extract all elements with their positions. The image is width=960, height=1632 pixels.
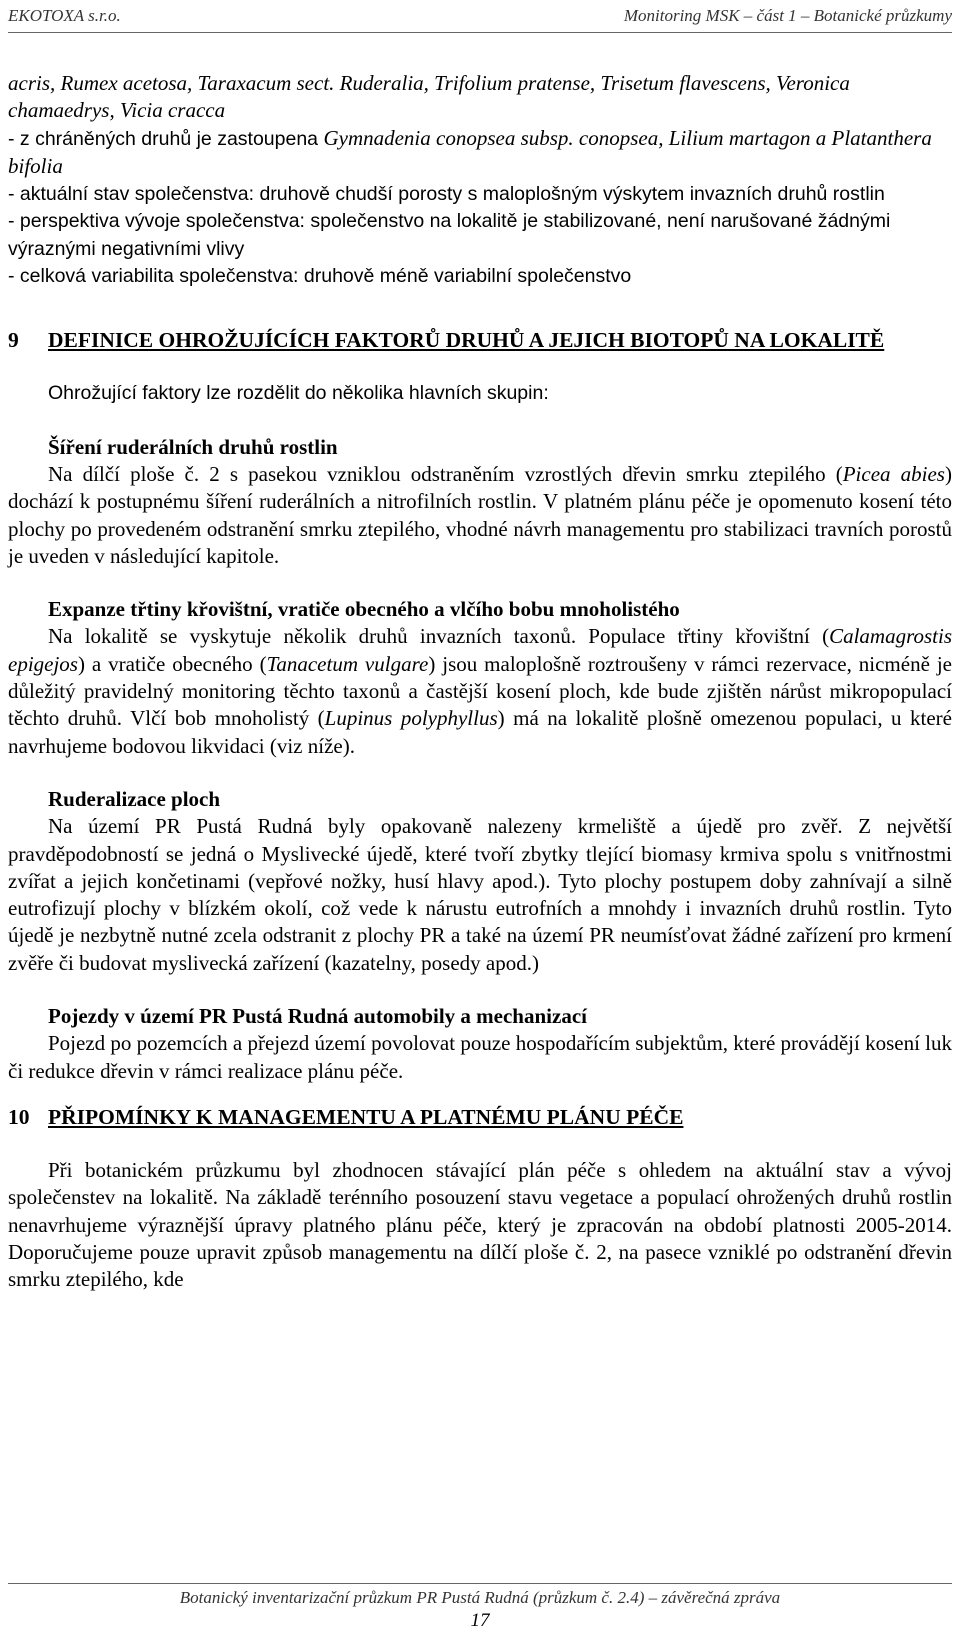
tanacetum-name: Tanacetum vulgare <box>266 651 429 676</box>
chapter-10-title: PŘIPOMÍNKY K MANAGEMENTU A PLATNÉMU PLÁNU PÉČE <box>48 1104 684 1129</box>
chapter-10-text: Při botanickém průzkumu byl zhodnocen stávající plán péče s ohledem na aktuální stav a vývoj společenstev na lokalitě. Na základě terénního posouzení stavu vegetace a populací ohrožených druhů rostlin nenavrhujeme výraznější úpravy platného plánu péče, který je zpracován na období platnosti 2005-2014. Doporučujeme pouze upravit způsob managementu na dílčí ploše č. 2, na pasece vzniklé po odstranění dřevin smrku ztepilého, kde <box>8 1157 952 1292</box>
expansion-text-part: Na lokalitě se vyskytuje několik druhů invazních taxonů. Populace třtiny křovištní ( <box>48 624 830 649</box>
lupinus-name: Lupinus polyphyllus <box>324 706 498 731</box>
protected-species-line <box>8 125 952 182</box>
protected-species-names: Gymnadenia conopsea subsp. conopsea, Lilium martagon a Platanthera bifolia <box>8 125 932 178</box>
section-ruderal-heading: Šíření ruderálních druhů rostlin <box>48 434 338 459</box>
header-company: EKOTOXA s.r.o. <box>8 6 121 25</box>
header-document-title: Monitoring MSK – část 1 – Botanické průzkumy <box>623 6 952 25</box>
section-vehicles-heading: Pojezdy v území PR Pustá Rudná automobily a mechanizací <box>48 1004 587 1029</box>
section-ruderal-text <box>8 461 952 570</box>
chapter-9-number: 9 <box>8 328 19 353</box>
ruderal-text-part: ) dochází k postupnému šíření ruderálních a nitrofilních rostlin. V platném plánu péče je opomenuto kosení této plochy po provedeném odstranění smrku ztepilého, vhodné návrh managementu pro stabilizaci travních porostů je uveden v následující kapitole. <box>8 461 952 568</box>
page-content <box>8 70 952 1293</box>
expansion-text-part: ) a vratiče obecného ( <box>77 651 267 676</box>
section-expansion-text <box>8 623 952 759</box>
chapter-10-heading <box>8 1103 952 1131</box>
section-ruderalization-heading: Ruderalizace ploch <box>48 786 221 811</box>
section-vehicles-text: Pojezd po pozemcích a přejezd území povolovat pouze hospodařícím subjektům, které provádějí kosení luk či redukce dřevin v rámci realizace plánu péče. <box>8 1031 952 1083</box>
protected-species-prefix: - z chráněných druhů je zastoupena <box>8 127 324 150</box>
section-expansion-heading: Expanze třtiny křovištní, vratiče obecného a vlčího bobu mnoholistého <box>48 597 680 622</box>
chapter-9-intro: Ohrožující faktory lze rozdělit do několika hlavních skupin: <box>48 382 549 405</box>
page-footer <box>8 1583 952 1632</box>
ruderal-text-part: Na dílčí ploše č. 2 s pasekou vzniklou odstraněním vzrostlých dřevin smrku ztepilého ( <box>48 461 843 486</box>
chapter-9-heading <box>8 326 952 354</box>
current-state-line: - aktuální stav společenstva: druhově chudší porosty s maloplošným výskytem invazních druhů rostlin <box>8 183 885 206</box>
chapter-10-number: 10 <box>8 1104 30 1129</box>
chapter-9-title: DEFINICE OHROŽUJÍCÍCH FAKTORŮ DRUHŮ A JEJICH BIOTOPŮ NA LOKALITĚ <box>48 328 885 353</box>
picea-abies-name: Picea abies <box>842 461 945 486</box>
footer-report-title: Botanický inventarizační průzkum PR Pustá Rudná (průzkum č. 2.4) – závěrečná zpráva <box>179 1588 781 1607</box>
variability-line: - celková variabilita společenstva: druhově méně variabilní společenstvo <box>8 265 632 288</box>
page-number: 17 <box>470 1610 490 1631</box>
calamagrostis-name: Calamagrostis epigejos <box>8 624 952 676</box>
expansion-text-part: ) jsou maloplošně roztroušeny v rámci rezervace, nicméně je důležitý pravidelný monitoring těchto taxonů a častější kosení ploch, kde bude zjištěn nárůst mikropopulací těchto druhů. Vlčí bob mnoholistý ( <box>8 651 952 731</box>
expansion-text-part: ) má na lokalitě plošně omezenou populaci, u které navrhujeme bodovou likvidaci (viz níže). <box>8 706 952 758</box>
perspective-line: - perspektiva vývoje společenstva: společenstvo na lokalitě je stabilizované, není narušované žádnými výraznými negativními vlivy <box>8 210 891 260</box>
page-header <box>8 6 952 33</box>
section-ruderalization-text: Na území PR Pustá Rudná byly opakovaně nalezeny krmeliště a újedě pro zvěř. Z největší pravděpodobností se jedná o Myslivecké újedě, které tvoří zbytky tlející biomasy krmiva spolu s vnitřnostmi zvířat a jejich končetinami (vepřové nožky, husí hlavy apod.). Tyto plochy postupem doby zahnívají a silně eutrofizují plochy v blízkém okolí, což vede k nárustu eutrofních a mnohdy i invazních druhů rostlin. Tyto újedě je nezbytně nutné zcela odstranit z plochy PR a také na území PR neumísťovat žádné zařízení pro krmení zvěře či budovat myslivecká zařízení (kazatelny, posedy apod.) <box>8 814 952 975</box>
species-list-continuation: acris, Rumex acetosa, Taraxacum sect. Ruderalia, Trifolium pratense, Trisetum flavescens, Veronica chamaedrys, Vicia cracca <box>8 71 850 123</box>
